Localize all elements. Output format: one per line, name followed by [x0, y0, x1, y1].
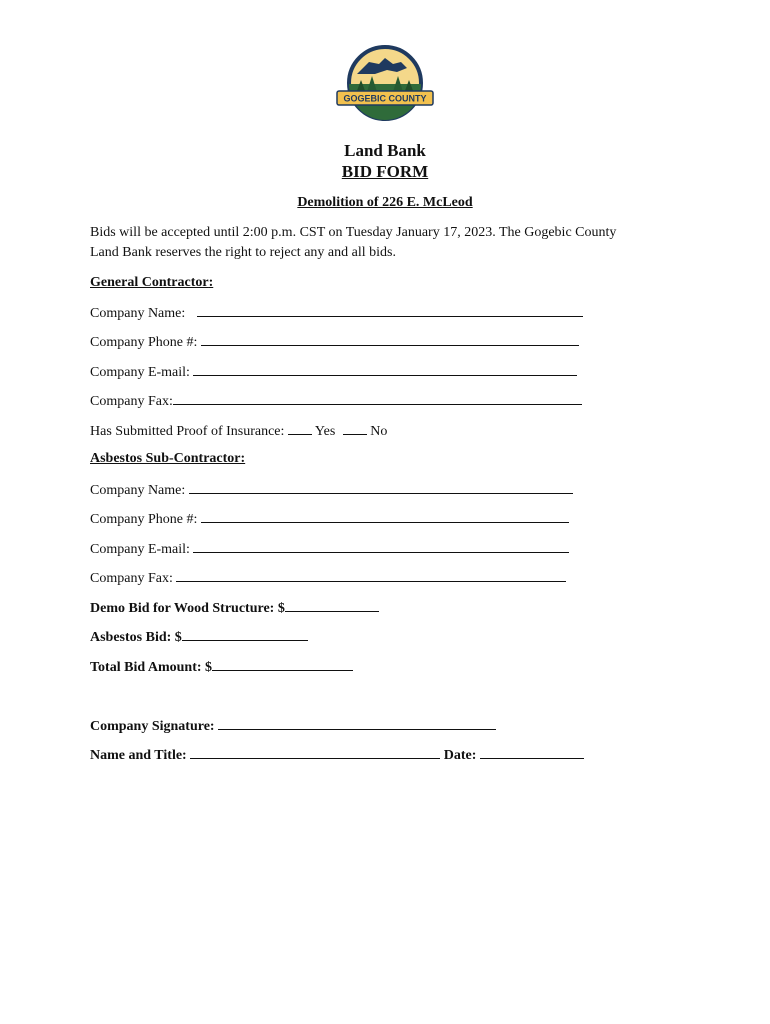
asbestos-bid-row: [90, 627, 308, 647]
intro-line-1: Bids will be accepted until 2:00 p.m. CST on Tuesday January 17, 2023. The Gogebic County: [90, 225, 617, 240]
asc-company-fax-field[interactable]: [176, 568, 566, 582]
asc-company-email-label: Company E-mail:: [90, 542, 190, 557]
asc-company-name-label: Company Name:: [90, 483, 186, 498]
gc-insurance-label: Has Submitted Proof of Insurance:: [90, 424, 285, 439]
asbestos-bid-field[interactable]: [182, 627, 308, 641]
company-signature-label: Company Signature:: [90, 719, 215, 734]
gc-company-email-row: [90, 362, 577, 382]
asc-company-fax-label: Company Fax:: [90, 571, 173, 586]
asbestos-sub-contractor-heading-text: Asbestos Sub-Contractor: [90, 451, 241, 466]
total-bid-label: Total Bid Amount: $: [90, 660, 213, 675]
gc-insurance-yes-label: Yes: [314, 424, 336, 439]
gc-company-email-label: Company E-mail:: [90, 365, 190, 380]
title-bid-form-text: BID FORM: [341, 162, 429, 181]
gogebic-county-logo: [335, 44, 435, 126]
date-field[interactable]: [480, 745, 584, 759]
gc-company-fax-field[interactable]: [173, 391, 582, 405]
general-contractor-heading: General Contractor:: [90, 275, 214, 290]
asc-company-email-field[interactable]: [193, 539, 569, 553]
gc-company-fax-row: [90, 391, 582, 411]
gc-company-phone-field[interactable]: [201, 332, 579, 346]
gc-insurance-no-label: No: [370, 424, 388, 439]
gc-insurance-row: [90, 421, 387, 441]
demo-bid-label: Demo Bid for Wood Structure: $: [90, 601, 285, 616]
asc-company-name-row: [90, 480, 573, 500]
name-title-field[interactable]: [190, 745, 440, 759]
intro-paragraph: [90, 223, 680, 263]
gc-company-name-field[interactable]: [197, 303, 583, 317]
company-signature-row: [90, 716, 496, 736]
asbestos-bid-label: Asbestos Bid: $: [90, 630, 182, 645]
intro-line-2: Land Bank reserves the right to reject any and all bids.: [90, 245, 396, 260]
gc-company-phone-label: Company Phone #:: [90, 335, 198, 350]
name-title-row: [90, 745, 584, 765]
total-bid-row: [90, 657, 353, 677]
demo-bid-field[interactable]: [285, 598, 379, 612]
gc-insurance-yes-field[interactable]: [288, 421, 312, 435]
title-bid-form: [0, 162, 770, 182]
subtitle-text: Demolition of 226 E. McLeod: [297, 195, 473, 210]
asc-company-name-field[interactable]: [189, 480, 573, 494]
asc-company-phone-field[interactable]: [201, 509, 569, 523]
asbestos-sub-contractor-heading: Asbestos Sub-Contractor:: [90, 451, 246, 466]
gc-company-phone-row: [90, 332, 579, 352]
total-bid-field[interactable]: [212, 657, 353, 671]
asc-company-email-row: [90, 539, 569, 559]
general-contractor-heading-text: General Contractor: [90, 275, 209, 290]
asc-company-phone-row: [90, 509, 569, 529]
asc-company-fax-row: [90, 568, 566, 588]
gc-company-name-row: [90, 303, 583, 323]
title-land-bank: Land Bank: [344, 141, 426, 160]
name-title-label: Name and Title:: [90, 748, 187, 763]
gogebic-county-seal-icon: [335, 44, 435, 126]
gc-company-email-field[interactable]: [193, 362, 577, 376]
gc-company-fax-label: Company Fax:: [90, 394, 173, 409]
subtitle: [0, 194, 770, 212]
logo-text: GOGEBIC COUNTY: [343, 93, 427, 104]
gc-company-name-label: Company Name:: [90, 306, 186, 321]
company-signature-field[interactable]: [218, 716, 496, 730]
asc-company-phone-label: Company Phone #:: [90, 512, 198, 527]
date-label: Date:: [443, 748, 477, 763]
demo-bid-row: [90, 598, 379, 618]
gc-insurance-no-field[interactable]: [343, 421, 367, 435]
